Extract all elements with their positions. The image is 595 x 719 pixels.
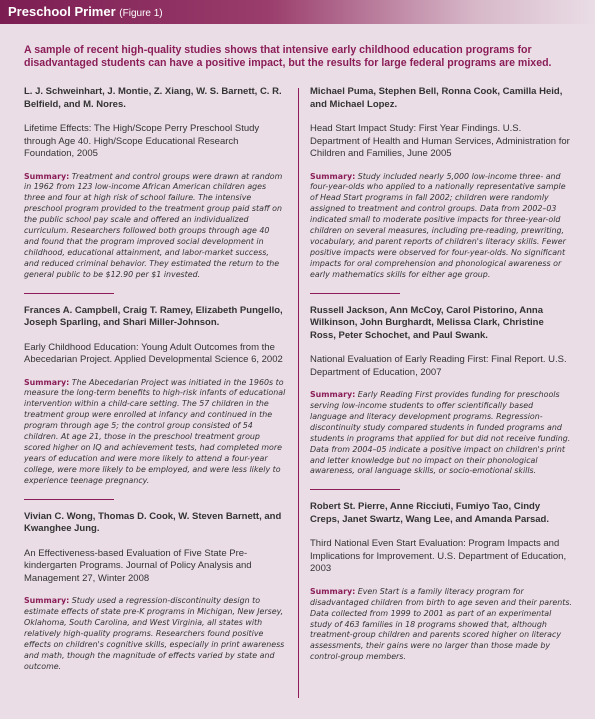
study-citation: Head Start Impact Study: First Year Findings. U.S. Department of Health and Human Services, Administration for Children and Families, June 2005 xyxy=(310,123,570,159)
summary-label: Summary: xyxy=(310,171,356,181)
column-divider xyxy=(298,88,299,698)
study-citation: National Evaluation of Early Reading First: Final Report. U.S. Department of Education, 2007 xyxy=(310,354,567,378)
summary-text: Treatment and control groups were drawn at random in 1962 from 123 low-income African American children ages three and four at high risk of school failure. The intensive preschool program provided to the treatment group paid staff on the public school pay scale and offered an individualized curriculum. Researchers followed both groups through age 40 and found that the program improved social development in childhood, educational attainment, and labor-market success, and reduced criminal behavior. They estimated the return to the general public to be $12.90 per $1 invested. xyxy=(24,171,283,279)
entry-separator xyxy=(24,293,114,294)
figure-header xyxy=(0,0,595,24)
study-summary xyxy=(310,587,572,663)
summary-label: Summary: xyxy=(24,596,70,606)
summary-text: Early Reading First provides funding for preschools serving low-income students to offer scientifically based language and literacy development programs. Regression-discontinuity study compared students in funded programs and students in programs that applied for but did not receive funding. Data from 2004–05 indicate a positive impact on children's print and letter knowledge but no impact on their phonological awareness, oral language skills, or socio-emotional skills. xyxy=(310,390,571,476)
study-authors: Russell Jackson, Ann McCoy, Carol Pistorino, Anna Wilkinson, John Burghardt, Melissa Clark, Christine Ross, Peter Schochet, and Paul Swank. xyxy=(310,304,544,341)
study-entry xyxy=(24,511,286,673)
study-citation: Early Childhood Education: Young Adult Outcomes from the Abecedarian Project. Applied Developmental Science 6, 2002 xyxy=(24,341,283,366)
right-column xyxy=(310,86,572,663)
study-summary xyxy=(24,596,286,672)
study-entry xyxy=(310,305,572,478)
figure-number: (Figure 1) xyxy=(119,8,163,19)
summary-text: Even Start is a family literacy program for disadvantaged children from birth to age seven and their parents. Data collected from 1999 to 2001 as part of an experimental study of 463 families in 18 programs showed that, although treatment-group children and parents scored higher on literacy assessments, their gains were no larger than those made by control-group members. xyxy=(310,586,572,662)
entry-separator xyxy=(24,499,114,500)
figure-title-text: Preschool Primer xyxy=(8,4,116,19)
summary-text: The Abecedarian Project was initiated in the 1960s to measure the long-term benefits to high-risk infants of educational intervention within a child-care setting. The 57 children in the treatment group were enrolled at infancy and continued in the program through age 5; the control group consisted of 54 children. At age 21, those in the preschool treatment group scored higher on IQ and achievement tests, had completed more years of education and were more likely to attend a four-year college, were more likely to be employed, and were less likely to experience teenage pregnancy. xyxy=(24,377,286,485)
study-authors: Frances A. Campbell, Craig T. Ramey, Elizabeth Pungello, Joseph Sparling, and Shari Miller-Johnson. xyxy=(24,304,283,329)
study-entry xyxy=(310,501,572,663)
study-authors: Michael Puma, Stephen Bell, Ronna Cook, Camilla Heid, and Michael Lopez. xyxy=(310,86,563,110)
summary-label: Summary: xyxy=(24,171,70,181)
study-citation: Lifetime Effects: The High/Scope Perry Preschool Study through Age 40. High/Scope Educational Research Foundation, 2005 xyxy=(24,123,260,159)
study-summary xyxy=(310,390,572,477)
figure-title xyxy=(8,4,163,19)
study-summary xyxy=(310,172,572,281)
study-authors: L. J. Schweinhart, J. Montie, Z. Xiang, W. S. Barnett, C. R. Belfield, and M. Nores. xyxy=(24,86,282,110)
summary-label: Summary: xyxy=(310,586,356,596)
left-column xyxy=(24,86,286,672)
entry-separator xyxy=(310,489,400,490)
study-entry xyxy=(24,86,286,281)
study-authors: Vivian C. Wong, Thomas D. Cook, W. Steven Barnett, and Kwanghee Jung. xyxy=(24,510,282,535)
study-summary xyxy=(24,378,286,487)
summary-text: Study used a regression-discontinuity design to estimate effects of state pre-K programs in Michigan, New Jersey, Oklahoma, South Carolina, and West Virginia, all states with relatively high-quality programs. Researchers found positive effects on children's cognitive skills, especially in print awareness and math, though the magnitude of effects varied by state and outcome. xyxy=(24,596,285,671)
study-entry xyxy=(24,305,286,487)
study-citation: Third National Even Start Evaluation: Program Impacts and Implications for Improvement. U.S. Department of Education, 2003 xyxy=(310,538,567,575)
summary-label: Summary: xyxy=(24,377,70,387)
study-citation: An Effectiveness-based Evaluation of Five State Pre-kindergarten Programs. Journal of Policy Analysis and Management 27, Winter 2008 xyxy=(24,547,252,584)
study-entry xyxy=(310,86,572,281)
summary-label: Summary: xyxy=(310,390,356,400)
summary-text: Study included nearly 5,000 low-income three- and four-year-olds who applied to a nationally representative sample of Head Start programs in fall 2002; children were randomly assigned to treatment and control groups. Data from 2002–03 indicated small to moderate positive impacts for three-year-old children on several measures, including pre-reading, prewriting, vocabulary, and parent reports of children's literacy skills. Fewer positive impacts were observed for four-year-olds. No significant impacts for oral comprehension and phonological awareness or early mathematics skills for either age group. xyxy=(310,171,566,279)
entry-separator xyxy=(310,293,400,294)
study-summary xyxy=(24,172,286,281)
intro-text: A sample of recent high-quality studies shows that intensive early childhood education programs for disadvantaged students can have a positive impact, but the results for large federal programs are mixed. xyxy=(24,44,552,69)
study-authors: Robert St. Pierre, Anne Ricciuti, Fumiyo Tao, Cindy Creps, Janet Swartz, Wang Lee, and Amanda Parsad. xyxy=(310,501,549,525)
